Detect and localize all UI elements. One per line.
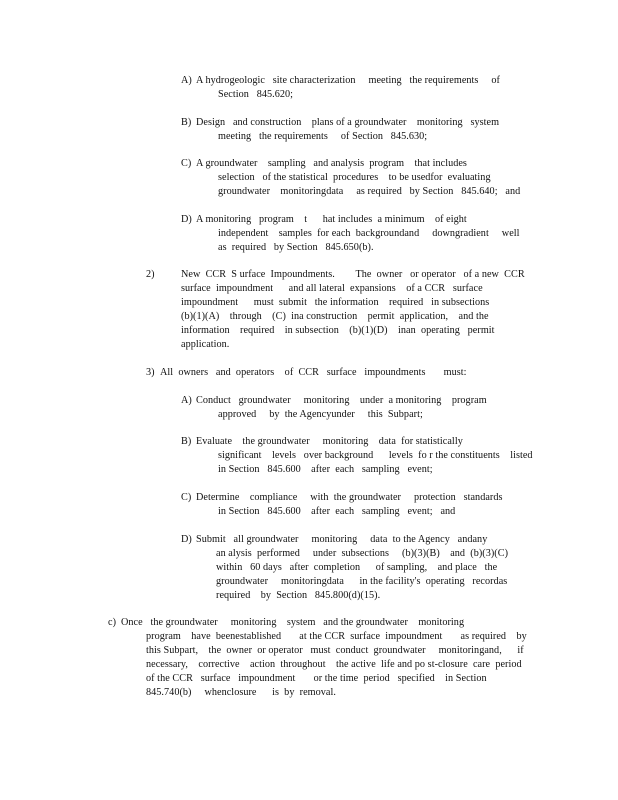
item-3d-label: D) — [181, 534, 192, 545]
item-3b-line-1: Evaluate the groundwater monitoring data for statistically — [196, 436, 463, 447]
item-b-label: B) — [181, 117, 192, 128]
item-2-line-4: (b)(1)(A) through (C) ina construction permit application, and the — [181, 311, 489, 322]
item-d-label: D) — [181, 214, 192, 225]
item-c-line-1: A groundwater sampling and analysis program that includes — [196, 158, 467, 169]
section-c-label: c) — [108, 617, 117, 628]
item-c-line-2: selection of the statistical procedures to be usedfor evaluating — [218, 172, 491, 183]
item-3b-line-2: significant levels over background levels fo r the constituents listed — [218, 450, 533, 461]
section-c-line-1: Once the groundwater monitoring system and the groundwater monitoring — [121, 617, 465, 628]
item-3a-line-2: approved by the Agencyunder this Subpart; — [218, 409, 423, 420]
item-3-line-1: All owners and operators of CCR surface impoundments must: — [160, 367, 467, 378]
item-c-line-3: groundwater monitoringdata as required by Section 845.640; and — [218, 186, 521, 197]
item-3d-line-1: Submit all groundwater monitoring data to the Agency andany — [196, 534, 488, 545]
item-a-label: A) — [181, 75, 192, 86]
item-3a-line-1: Conduct groundwater monitoring under a monitoring program — [196, 395, 487, 406]
item-d-line-2: independent samples for each backgroundand downgradient well — [218, 228, 520, 239]
item-b-line-1: Design and construction plans of a groundwater monitoring system — [196, 117, 500, 128]
item-3b-label: B) — [181, 436, 192, 447]
section-c-line-5: of the CCR surface impoundment or the time period specified in Section — [146, 673, 487, 684]
section-c-line-2: program have beenestablished at the CCR surface impoundment as required by — [146, 631, 527, 642]
item-2-label: 2) — [146, 269, 155, 280]
item-b-line-2: meeting the requirements of Section 845.630; — [218, 131, 428, 142]
item-c-label: C) — [181, 158, 192, 169]
item-3-label: 3) — [146, 367, 155, 378]
item-3c-line-1: Determine compliance with the groundwater protection standards — [196, 492, 503, 503]
item-3d-line-2: an alysis performed under subsections (b)(3)(B) and (b)(3)(C) — [216, 548, 509, 559]
item-3c-label: C) — [181, 492, 192, 503]
item-3a-label: A) — [181, 395, 192, 406]
item-2-line-1: New CCR S urface Impoundments. The owner or operator of a new CCR — [181, 269, 525, 280]
item-2-line-2: surface impoundment and all lateral expansions of a CCR surface — [181, 283, 483, 294]
item-d-line-3: as required by Section 845.650(b). — [218, 242, 374, 253]
item-3d-line-5: required by Section 845.800(d)(15). — [216, 590, 381, 601]
item-a-line-2: Section 845.620; — [218, 89, 294, 100]
section-c-line-3: this Subpart, the owner or operator must conduct groundwater monitoringand, if — [146, 645, 524, 656]
item-2-line-5: information required in subsection (b)(1)(D) inan operating permit — [181, 325, 495, 336]
item-3c-line-2: in Section 845.600 after each sampling event; and — [218, 506, 456, 517]
item-2-line-3: impoundment must submit the information required in subsections — [181, 297, 490, 308]
section-c-line-6: 845.740(b) whenclosure is by removal. — [146, 687, 336, 698]
item-2-line-6: application. — [181, 339, 230, 350]
item-3b-line-3: in Section 845.600 after each sampling event; — [218, 464, 433, 475]
item-d-line-1: A monitoring program t hat includes a minimum of eight — [196, 214, 467, 225]
item-3d-line-4: groundwater monitoringdata in the facility's operating recordas — [216, 576, 508, 587]
section-c-line-4: necessary, corrective action throughout the active life and po st-closure care period — [146, 659, 522, 670]
item-3d-line-3: within 60 days after completion of sampling, and place the — [216, 562, 498, 573]
item-a-line-1: A hydrogeologic site characterization meeting the requirements of — [196, 75, 500, 86]
